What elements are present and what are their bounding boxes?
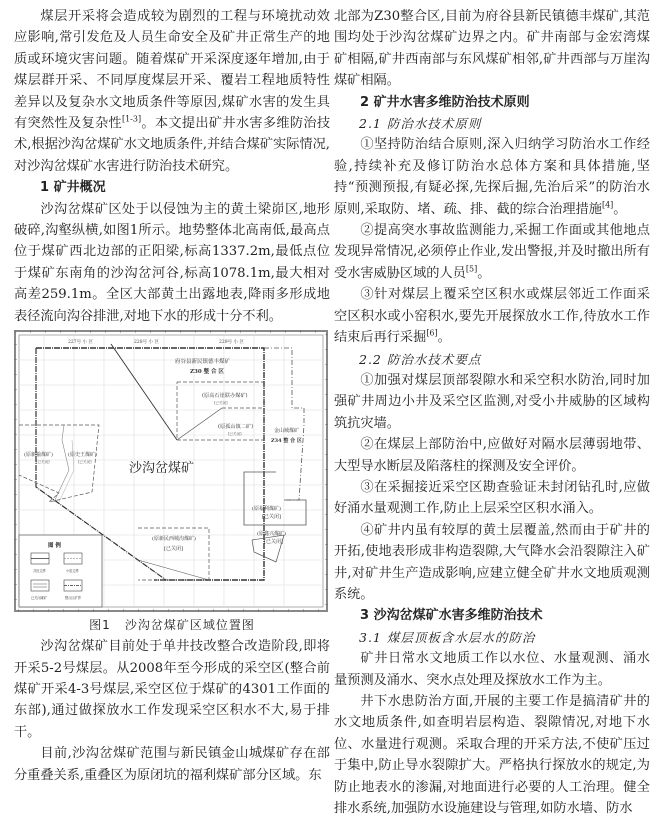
area-label-jinshancheng: 金山城煤矿 [274, 428, 300, 435]
map-main-label: 沙沟岔煤矿 [129, 461, 195, 477]
area-label-shiwang: (原史王煤矿) [68, 452, 97, 459]
area-status-gushan: [已关闭] [228, 432, 242, 437]
keypoint-item-1: ①加强对煤层顶部裂隙水和采空积水防治,同时加强矿井周边小井及采空区监测,对受小井威胁的区域构筑抗灾墙。 [334, 372, 650, 431]
legend-item-4: 整合区矿界 [65, 596, 81, 601]
area-label-xichenggou: (原新民西城沟煤矿) [152, 536, 196, 543]
section-1-paragraph: 沙沟岔煤矿区处于以侵蚀为主的黄土梁峁区,地形破碎,沟壑纵横,如图1所示。地势整体北高南低,最高点位于煤矿西北边部的正阳梁,标高1337.2m,最低点位于煤矿东南角的沙沟岔河谷,标高1078.1m,最大相对高差259.1m。全区大部黄土出露地表,降雨多形成地表径流向沟谷排泄,对地下水的形成十分不利。 [14, 201, 330, 324]
area-status-xinyu: [已关闭] [36, 460, 50, 465]
section-3-1-paragraph-1: 矿井日常水文地质工作以水位、水量观测、涌水量预测及涌水、突水点处理及探放水工作为主。 [334, 651, 650, 688]
area-label-defeng: 府谷县新民镇德丰煤矿 [175, 359, 231, 366]
principle-item-2: ②提高突水事故监测能力,采掘工作面或其他地点发现异常情况,必须停止作业,发出警报,并及时撤出所有受水害威胁区域的人员[5]。 [334, 223, 650, 281]
grid-label-228: 228号 小 区 [134, 340, 159, 346]
legend-item-2: 小窑边界 [66, 569, 79, 574]
section-1-heading: 1 矿井概况 [40, 180, 106, 196]
grid-label-229: 229号 小 区 [219, 340, 244, 346]
citation: [4] [601, 200, 614, 210]
paragraph-after-figure-1: 沙沟岔煤矿目前处于单井技改整合改造阶段,即将开采5-2号煤层。从2008年至今形成的采空区(整合前煤矿开采4-3号煤层,采空区位于煤矿的4301工作面的东部),通过做探放水工作发现采空区积水不大,易于排干。 [14, 639, 330, 740]
area-sub-z30: Z30 整 合 区 [190, 369, 224, 376]
left-column [14, 6, 330, 786]
citation: [5] [465, 264, 478, 274]
area-status-shiwang: [已关闭] [78, 460, 92, 465]
mine-location-map [14, 330, 328, 612]
figure-caption-text: 沙沟岔煤矿区域位置图 [124, 618, 255, 633]
area-label-gaoshiya: (原高石崖联办煤矿) [202, 393, 248, 400]
area-label-xinyu: (原新榆煤矿) [24, 452, 53, 459]
section-2-1-heading: 2.1 防治水技术原则 [359, 116, 482, 132]
citation: [1-3] [121, 114, 142, 124]
citation: [6] [426, 328, 438, 338]
paragraph-after-figure-2: 目前,沙沟岔煤矿范围与新民镇金山城煤矿存在部分重叠关系,重叠区为原闭坑的福利煤矿部分区域。东 [14, 746, 330, 783]
keypoint-item-2: ②在煤层上部防治中,应做好对隔水层薄弱地带、大型导水断层及陷落柱的探测及安全评价。 [334, 437, 650, 474]
section-3-heading: 3 沙沟岔煤矿水害多维防治技术 [360, 608, 543, 624]
section-3-1-paragraph-2: 井下水患防治方面,开展的主要工作是搞清矿井的水文地质条件,如查明岩层构造、裂隙情况,对地下水位、水量进行观测。采取合理的开采方法,不使矿压过于集中,防止导水裂隙扩大。严格执行探放水的规定,为防止地表水的渗漏,对地面进行必要的人工治理。健全排水系统,加强防水设施建设与管理,如防水墙、防水 [334, 694, 650, 817]
area-label-xinxing: (原鑫兴煤矿) [257, 531, 286, 538]
legend-title: 图 例 [48, 543, 61, 550]
section-3-1-heading: 3.1 煤层顶板含水层水的防治 [359, 629, 536, 645]
area-status-gaoshiya: [已关闭] [214, 401, 228, 406]
area-label-fuli: (原福利煤矿) [252, 506, 281, 513]
grid-label-227: 227号 小 区 [68, 340, 93, 346]
legend-item-3: 已关闭煤矿 [31, 596, 47, 601]
section-2-heading: 2 矿井水害多维防治技术原则 [360, 94, 530, 110]
figure-caption [14, 614, 330, 636]
keypoint-item-3: ③在采掘接近采空区勘查验证未封闭钻孔时,应做好涌水量观测工作,防止上层采空区积水涌入。 [334, 479, 650, 517]
area-status-fuli: [已关闭] [262, 514, 281, 521]
figure-map [14, 330, 328, 612]
area-status-xinxing: [已关闭] [264, 539, 283, 546]
figure-number: 图1 [89, 618, 111, 633]
right-column [334, 6, 650, 819]
paragraph-continued: 北部为Z30整合区,目前为府谷县新民镇德丰煤矿,其范围均处于沙沟岔煤矿边界之内。矿井南部与金宏湾煤矿相隔,矿井西南部与东风煤矿相邻,矿井西部与万崖沟煤矿相隔。 [334, 9, 650, 89]
section-2-2-heading: 2.2 防治水技术要点 [359, 351, 482, 367]
intro-paragraph: 煤层开采将会造成较为剧烈的工程与环境扰动效应影响,常引发危及人员生命安全及矿井正常生产的地质或环境灾害问题。随着煤矿开采深度逐年增加,由于煤层群开采、不同厚度煤层开采、覆岩工程地质特性差异以及复杂水文地质条件等原因,煤矿水害的发生具有突然性及复杂性[1-3]。本文提出矿井水害多维防治技术,根据沙沟岔煤矿水文地质条件,并结合煤矿实际情况,对沙沟岔煤矿水害进行防治技术研究。 [14, 9, 331, 174]
map-legend [19, 535, 102, 607]
area-label-gushan: (原孤山镇二矿) [218, 424, 254, 431]
principle-item-3: ③针对煤层上覆采空区积水或煤层邻近工作面采空区积水或小窑积水,要先开展探放水工作,待放水工作结束后再行采掘[6]。 [334, 287, 650, 346]
legend-item-1: 井田边界 [33, 569, 46, 574]
keypoint-item-4: ④矿井内虽有较厚的黄土层覆盖,然而由于矿井的开拓,使地表形成非构造裂隙,大气降水会沿裂隙注入矿井,对矿井生产造成影响,应建立健全矿井水文地质观测系统。 [334, 522, 650, 602]
area-sub-z34: Z34 整 合 区 [271, 438, 302, 445]
area-status-xichenggou: [已关闭] [164, 546, 183, 553]
principle-item-1: ①坚持防治结合原则,深入归纳学习防治水工作经验,持续补充及修订防治水总体方案和具体措施,坚持“预测预报,有疑必探,先探后掘,先治后采”的防治水原则,采取防、堵、疏、排、截的综合治理措施[4]。 [334, 137, 650, 217]
